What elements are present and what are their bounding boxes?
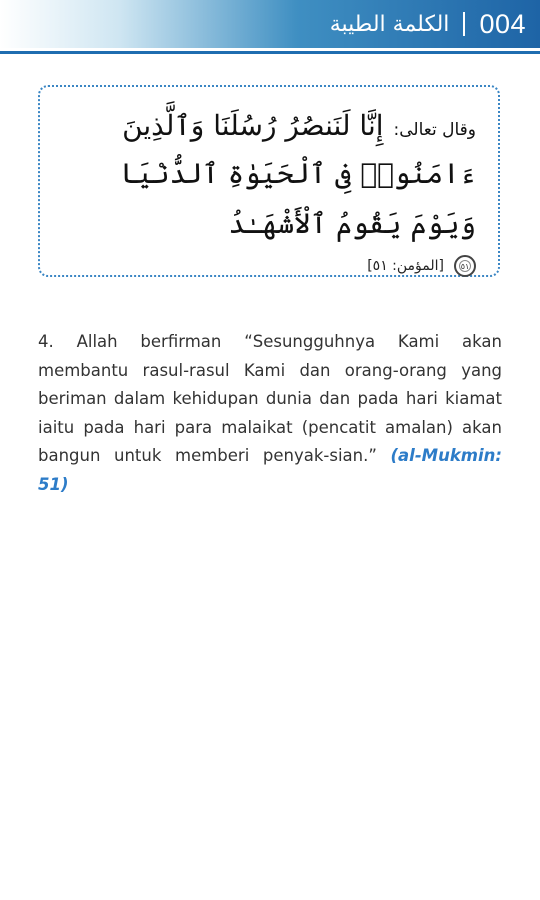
- verse-reference: [المؤمن: ٥١]: [367, 258, 444, 274]
- verse-line-1: [62, 103, 476, 149]
- verse-text-2: ءَامَنُوا۟ فِى ٱلْحَيَوٰةِ ٱلدُّنْيَا وَيَوْمَ يَقُومُ ٱلْأَشْهَـٰدُ: [120, 157, 476, 240]
- verse-intro: وقال تعالى:: [393, 120, 476, 140]
- translation-paragraph: [38, 328, 502, 499]
- header-bar: [0, 0, 540, 48]
- header-title: [330, 6, 526, 42]
- verse-box: [38, 85, 500, 277]
- header-underline: [0, 51, 540, 54]
- ayah-marker-number: ٥١: [460, 261, 470, 271]
- ayah-marker-icon: [454, 255, 476, 277]
- verse-reference-row: [62, 255, 476, 277]
- header-number: 004: [479, 8, 526, 39]
- header-title-arabic: الكلمة الطيبة: [329, 11, 450, 37]
- translation-text: 4. Allah berfirman “Sesungguhnya Kami akan membantu rasul-rasul Kami dan orang-orang yang beriman dalam kehidupan dunia dan pada hari kiamat iaitu pada hari para malaikat (pencatit amalan) akan bangun untuk memberi penyak-sian.”: [38, 332, 502, 465]
- verse-text-1: إِنَّا لَنَنصُرُ رُسُلَنَا وَٱلَّذِينَ: [122, 109, 384, 142]
- translation-reference: (al-Mukmin: 51): [38, 446, 502, 494]
- header-separator: [463, 12, 465, 36]
